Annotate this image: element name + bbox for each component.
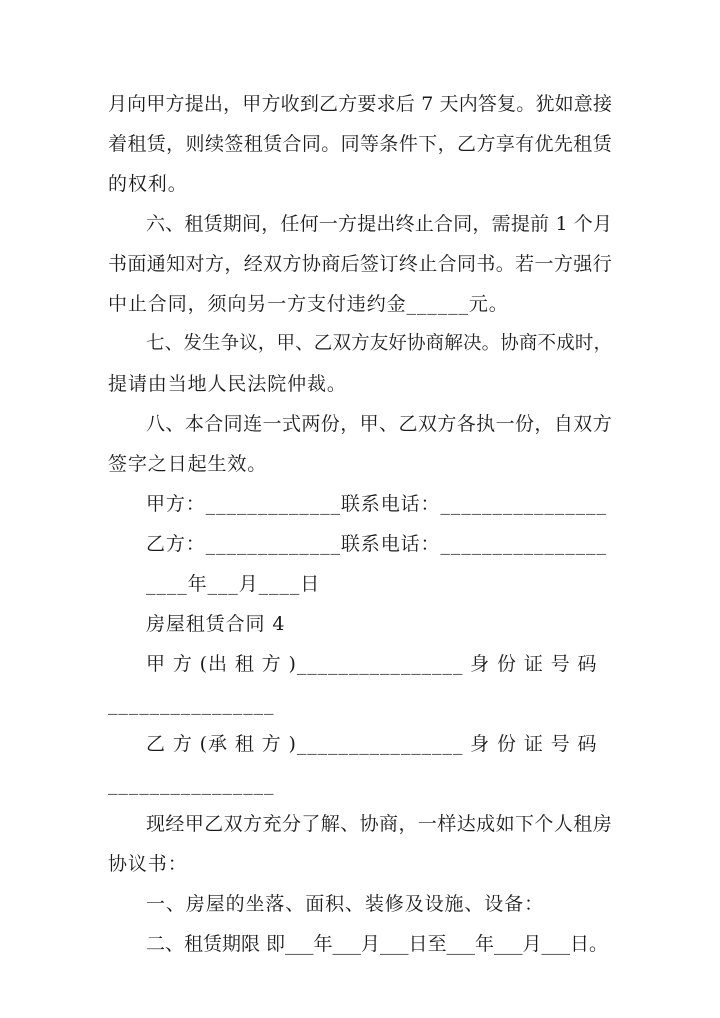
party-b-signature-line: 乙方：_____________联系电话：________________ — [146, 533, 607, 555]
clause-six-line: 中止合同，须向另一方支付违约金______元。 — [108, 293, 509, 315]
clause-eight-line: 八、本合同连一式两份，甲、乙双方各执一份，自双方 — [146, 413, 612, 435]
paragraph-line: 的权利。 — [108, 173, 188, 195]
date-line: ____年___月____日 — [146, 573, 321, 595]
clause-eight-line: 签字之日起生效。 — [108, 453, 268, 475]
party-a-signature-line: 甲方：_____________联系电话：________________ — [146, 493, 607, 515]
section-title: 房屋租赁合同 4 — [146, 613, 286, 635]
clause-six-line: 六、租赁期间，任何一方提出终止合同，需提前 1 个月 — [146, 213, 612, 235]
clause-seven-line: 提请由当地人民法院仲裁。 — [108, 373, 347, 395]
clause-seven-line: 七、发生争议，甲、乙双方友好协商解决。协商不成时， — [146, 333, 612, 354]
paragraph-line: 着租赁，则续签租赁合同。同等条件下，乙方享有优先租赁 — [108, 133, 612, 155]
paragraph-line: 月向甲方提出，甲方收到乙方要求后 7 天内答复。犹如意接 — [108, 93, 612, 115]
clause-six-line: 书面通知对方，经双方协商后签订终止合同书。若一方强行 — [108, 253, 612, 275]
clause-one-line: 一、房屋的坐落、面积、装修及设施、设备： — [146, 893, 545, 915]
agreement-intro-line: 现经甲乙双方充分了解、协商，一样达成如下个人租房 — [146, 813, 612, 835]
lessor-id-blank: ________________ — [108, 693, 275, 715]
lessee-id-blank: ________________ — [108, 773, 275, 795]
agreement-intro-line: 协议书： — [108, 853, 188, 875]
lessee-line: 乙 方 (承 租 方 )________________ 身 份 证 号 码 — [146, 733, 598, 755]
lessor-line: 甲 方 (出 租 方 )________________ 身 份 证 号 码 — [146, 653, 598, 675]
clause-two-line: 二、租赁期限 即___年___月___日至___年___月___日。 — [146, 933, 609, 955]
